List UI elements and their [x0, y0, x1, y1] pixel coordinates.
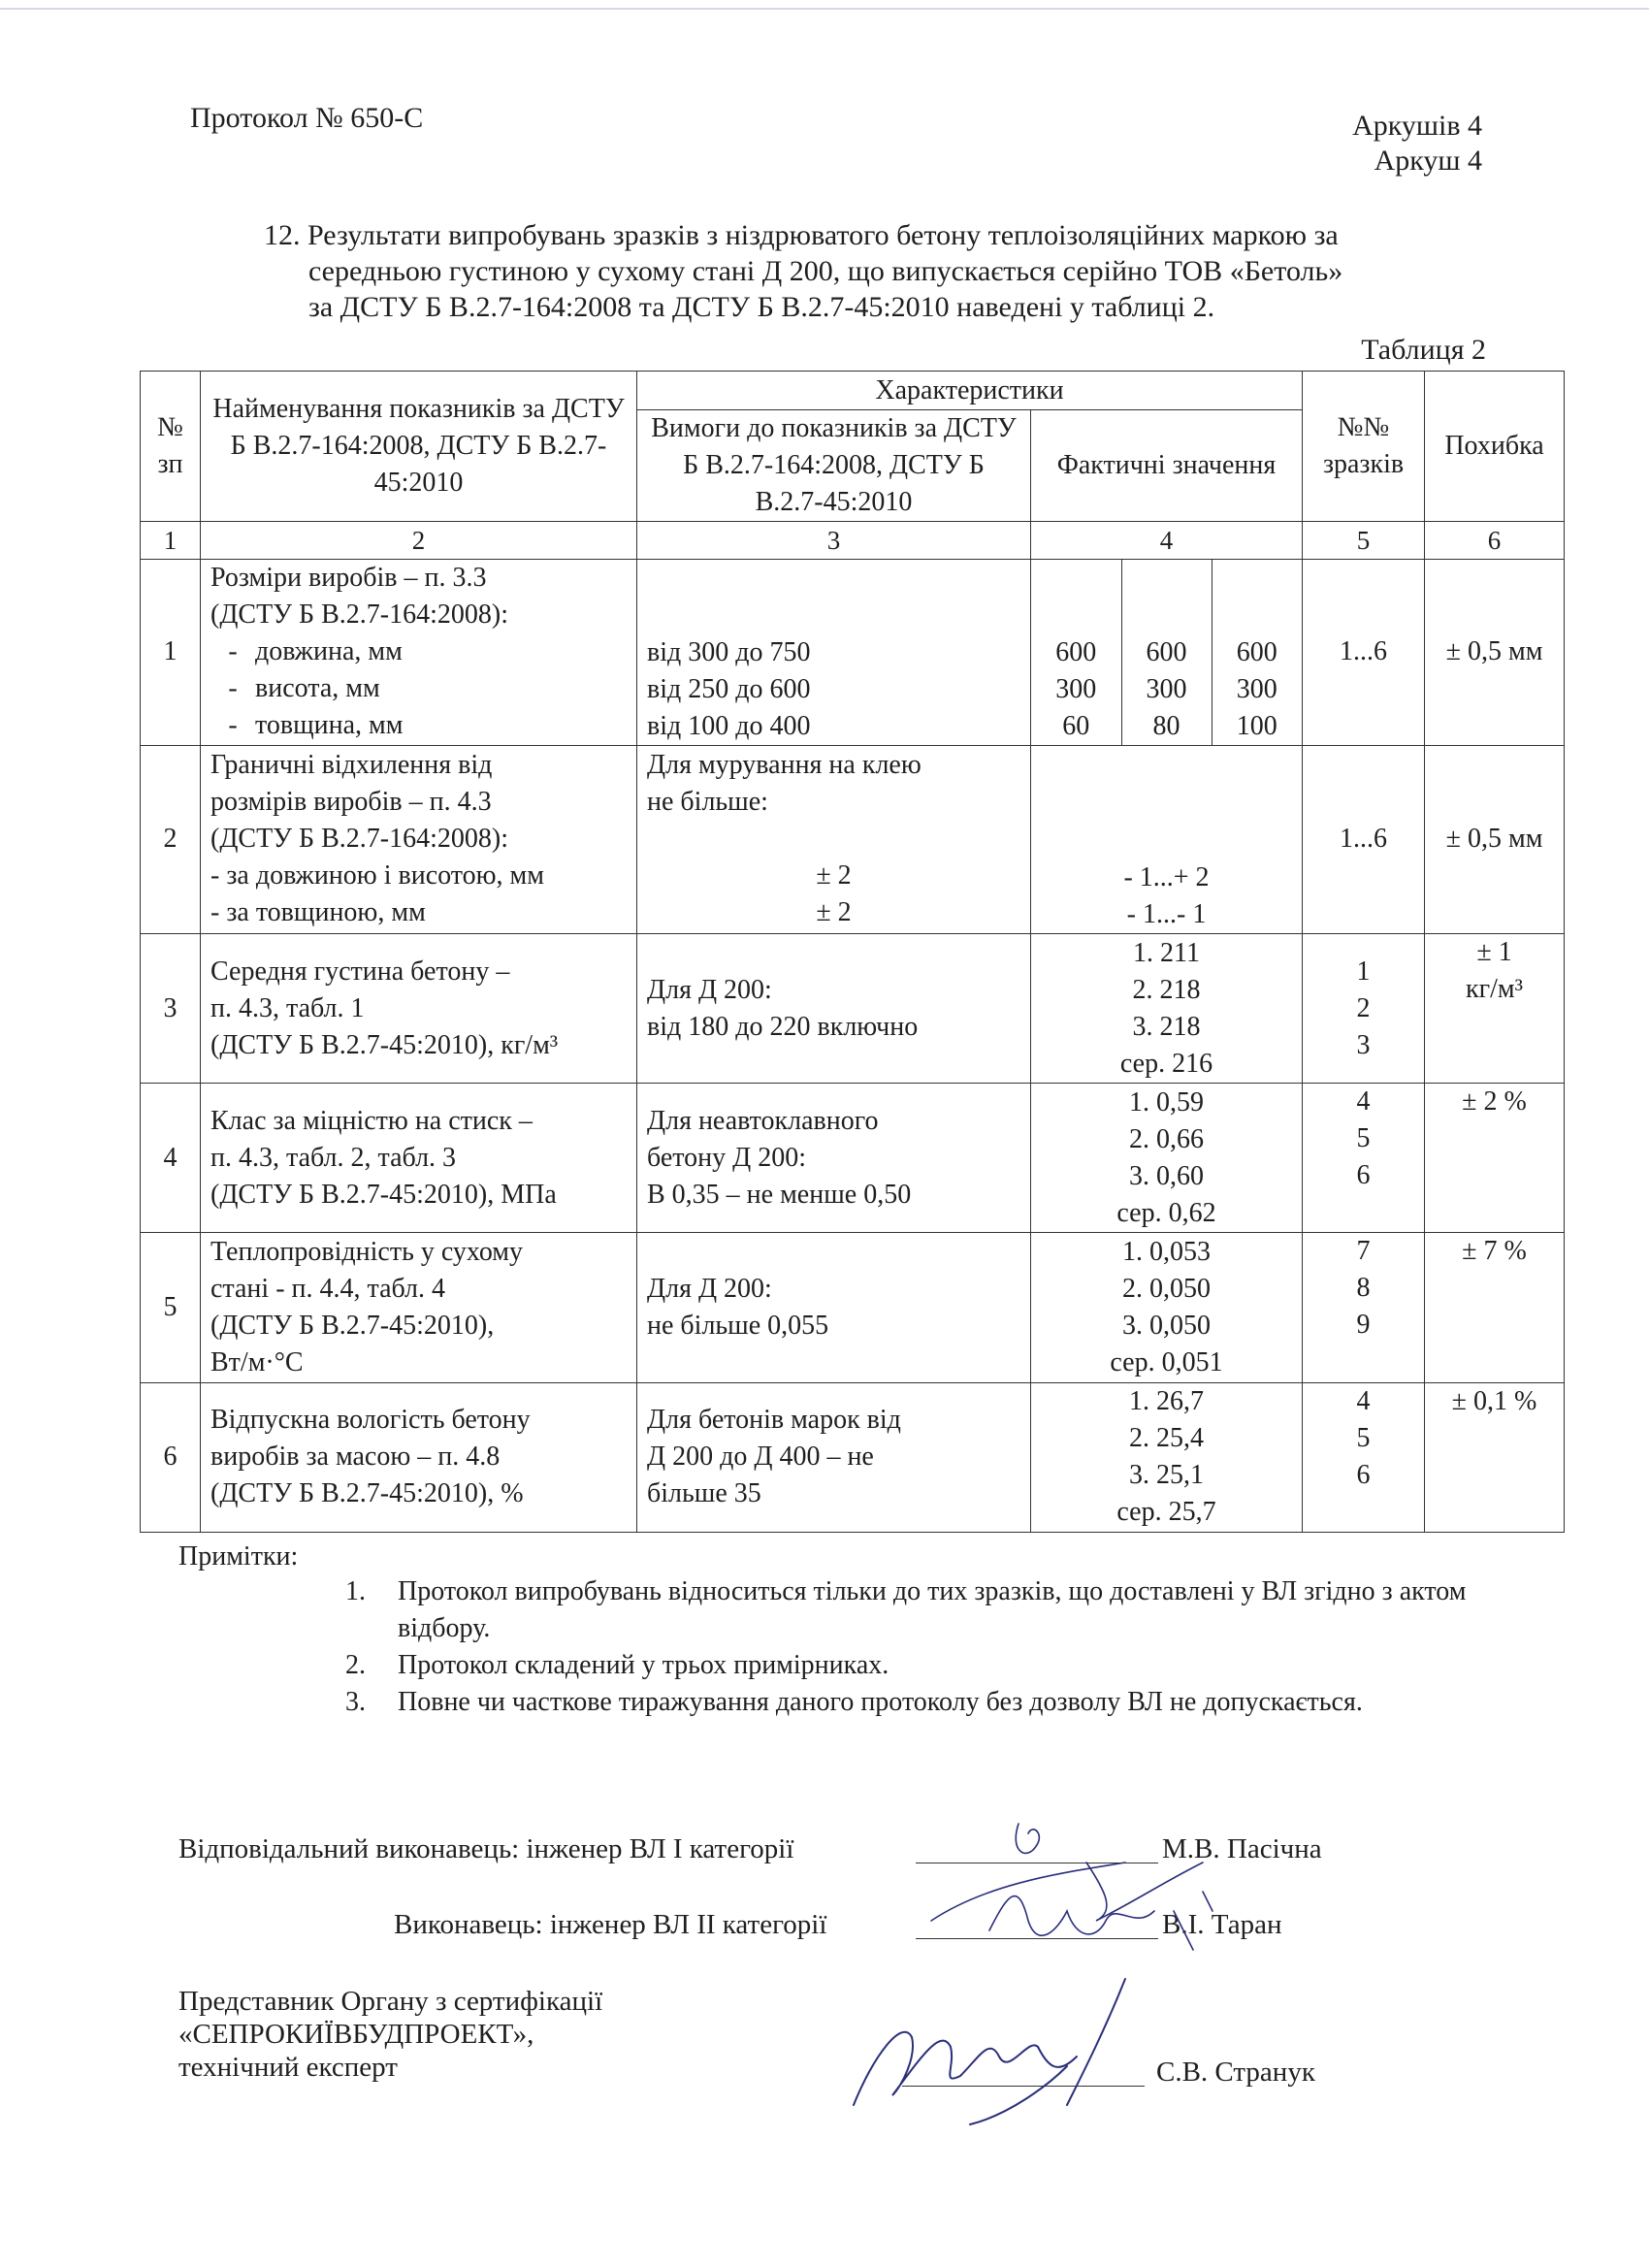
intro-line-2: середньою густиною у сухому стані Д 200, що випускається серійно ТОВ «Бетоль»	[308, 255, 1343, 287]
intro-number: 12.	[264, 219, 301, 251]
row-requirements: Для Д 200: не більше 0,055	[637, 1233, 1031, 1382]
header-error: Похибка	[1425, 372, 1565, 522]
row-actual: 1. 0,59 2. 0,66 3. 0,60 сер. 0,62	[1031, 1084, 1303, 1233]
intro-line-1: 12. Результати випробувань зразків з ніздрюватого бетону теплоізоляційних маркою за	[264, 219, 1339, 251]
header-name: Найменування показників за ДСТУ Б В.2.7-164:2008, ДСТУ Б В.2.7-45:2010	[201, 372, 637, 522]
row-requirements: Для бетонів марок від Д 200 до Д 400 – не більше 35	[637, 1382, 1031, 1532]
row-error: ± 0,1 %	[1425, 1382, 1565, 1532]
row-name: Відпускна вологість бетону виробів за масою – п. 4.8 (ДСТУ Б В.2.7-45:2010), %	[201, 1382, 637, 1532]
row-samples: 1...6	[1303, 745, 1425, 933]
executor-name: В.І. Таран	[1162, 1909, 1282, 1940]
row-name: Граничні відхилення від розмірів виробів – п. 4.3 (ДСТУ Б В.2.7-164:2008): - за довжиною і висотою, мм - за товщиною, мм	[201, 745, 637, 933]
actual-col-1: 600 300 60	[1055, 636, 1097, 741]
row-error: ± 2 %	[1425, 1084, 1565, 1233]
table-row	[141, 1233, 1565, 1382]
note-item: 3. Повне чи часткове тиражування даного протоколу без дозволу ВЛ не допускається.	[345, 1687, 1363, 1717]
header-samples: №№ зразків	[1303, 372, 1425, 522]
representative-name: С.В. Странук	[1156, 2057, 1315, 2088]
table-row	[141, 1382, 1565, 1532]
sheet-current: Аркуш 4	[1374, 145, 1482, 177]
row-samples: 1...6	[1303, 560, 1425, 745]
table-caption: Таблиця 2	[1361, 334, 1486, 366]
row-number: 4	[141, 1084, 201, 1233]
intro-line-3: за ДСТУ Б В.2.7-164:2008 та ДСТУ Б В.2.7-45:2010 наведені у таблиці 2.	[308, 291, 1215, 323]
row-error: ± 7 %	[1425, 1233, 1565, 1382]
row-error: ± 0,5 мм	[1425, 745, 1565, 933]
row-requirements: Для неавтоклавного бетону Д 200: В 0,35 – не менше 0,50	[637, 1084, 1031, 1233]
row-actual: 1. 211 2. 218 3. 218 сер. 216	[1031, 933, 1303, 1083]
row-samples: 7 8 9	[1303, 1233, 1425, 1382]
table-row	[141, 560, 1565, 745]
table-row	[141, 933, 1565, 1083]
notes-list	[345, 1573, 1500, 1721]
note-item: 2. Протокол складений у трьох примірниках.	[345, 1650, 889, 1680]
responsible-label: Відповідальний виконавець: інженер ВЛ І категорії	[178, 1833, 794, 1864]
row-actual: - 1...+ 2 - 1...- 1	[1031, 745, 1303, 933]
representative-line-3: технічний експерт	[178, 2052, 398, 2083]
actual-subtable	[1031, 560, 1302, 744]
handwritten-signature-representative	[834, 1969, 1261, 2134]
actual-col-3: 600 300 100	[1212, 560, 1302, 744]
responsible-name: М.В. Пасічна	[1162, 1833, 1322, 1864]
col-num-5: 5	[1303, 522, 1425, 560]
row-requirements: від 300 до 750 від 250 до 600 від 100 до 400	[637, 560, 1031, 745]
row-number: 6	[141, 1382, 201, 1532]
actual-col-2: 600 300 80	[1121, 560, 1212, 744]
row-samples: 1 2 3	[1303, 933, 1425, 1083]
table-row	[141, 1084, 1565, 1233]
row-name: Середня густина бетону – п. 4.3, табл. 1 (ДСТУ Б В.2.7-45:2010), кг/м³	[201, 933, 637, 1083]
row-name: Теплопровідність у сухому стані - п. 4.4, табл. 4 (ДСТУ Б В.2.7-45:2010), Вт/м·°С	[201, 1233, 637, 1382]
col-num-6: 6	[1425, 522, 1565, 560]
row-requirements: Для Д 200: від 180 до 220 включно	[637, 933, 1031, 1083]
sheets-total: Аркушів 4	[1352, 110, 1482, 142]
protocol-number: Протокол № 650-С	[190, 102, 424, 134]
note-item: 1. Протокол випробувань відноситься тільки до тих зразків, що доставлені у ВЛ згідно з актом відбору.	[345, 1576, 1467, 1643]
row-actual: 1. 0,053 2. 0,050 3. 0,050 сер. 0,051	[1031, 1233, 1303, 1382]
row-number: 1	[141, 560, 201, 745]
notes-title: Примітки:	[178, 1541, 299, 1571]
table-row	[141, 745, 1565, 933]
row-error: ± 1 кг/м³	[1425, 933, 1565, 1083]
row-samples: 4 5 6	[1303, 1382, 1425, 1532]
representative-line-1: Представник Органу з сертифікації	[178, 1986, 603, 2017]
handwritten-signature-executor	[951, 1872, 1261, 1969]
col-num-3: 3	[637, 522, 1031, 560]
header-actual: Фактичні значення	[1031, 410, 1303, 522]
header-num: № зп	[141, 372, 201, 522]
representative-block	[178, 1985, 602, 2084]
row-actual: 1. 26,7 2. 25,4 3. 25,1 сер. 25,7	[1031, 1382, 1303, 1532]
intro-paragraph	[264, 217, 1496, 325]
results-table	[140, 371, 1565, 1533]
row-samples: 4 5 6	[1303, 1084, 1425, 1233]
row-error: ± 0,5 мм	[1425, 560, 1565, 745]
col-num-2: 2	[201, 522, 637, 560]
scan-edge-line	[0, 8, 1649, 10]
row-name: Розміри виробів – п. 3.3 (ДСТУ Б В.2.7-164:2008): - довжина, мм - висота, мм - товщина, мм	[201, 560, 637, 745]
sheet-info	[1352, 109, 1482, 178]
representative-line-2: «СЕПРОКИЇВБУДПРОЕКТ»,	[178, 2019, 534, 2050]
row-actual	[1031, 560, 1303, 745]
header-characteristics: Характеристики	[637, 372, 1303, 410]
row-number: 2	[141, 745, 201, 933]
row-name: Клас за міцністю на стиск – п. 4.3, табл. 2, табл. 3 (ДСТУ Б В.2.7-45:2010), МПа	[201, 1084, 637, 1233]
header-row	[141, 372, 1565, 410]
col-num-1: 1	[141, 522, 201, 560]
header-requirements: Вимоги до показників за ДСТУ Б В.2.7-164:2008, ДСТУ Б В.2.7-45:2010	[637, 410, 1031, 522]
row-number: 5	[141, 1233, 201, 1382]
column-numbers-row	[141, 522, 1565, 560]
col-num-4: 4	[1031, 522, 1303, 560]
executor-label: Виконавець: інженер ВЛ ІІ категорії	[394, 1909, 827, 1940]
row-requirements: Для мурування на клею не більше: ± 2 ± 2	[637, 745, 1031, 933]
row-number: 3	[141, 933, 201, 1083]
